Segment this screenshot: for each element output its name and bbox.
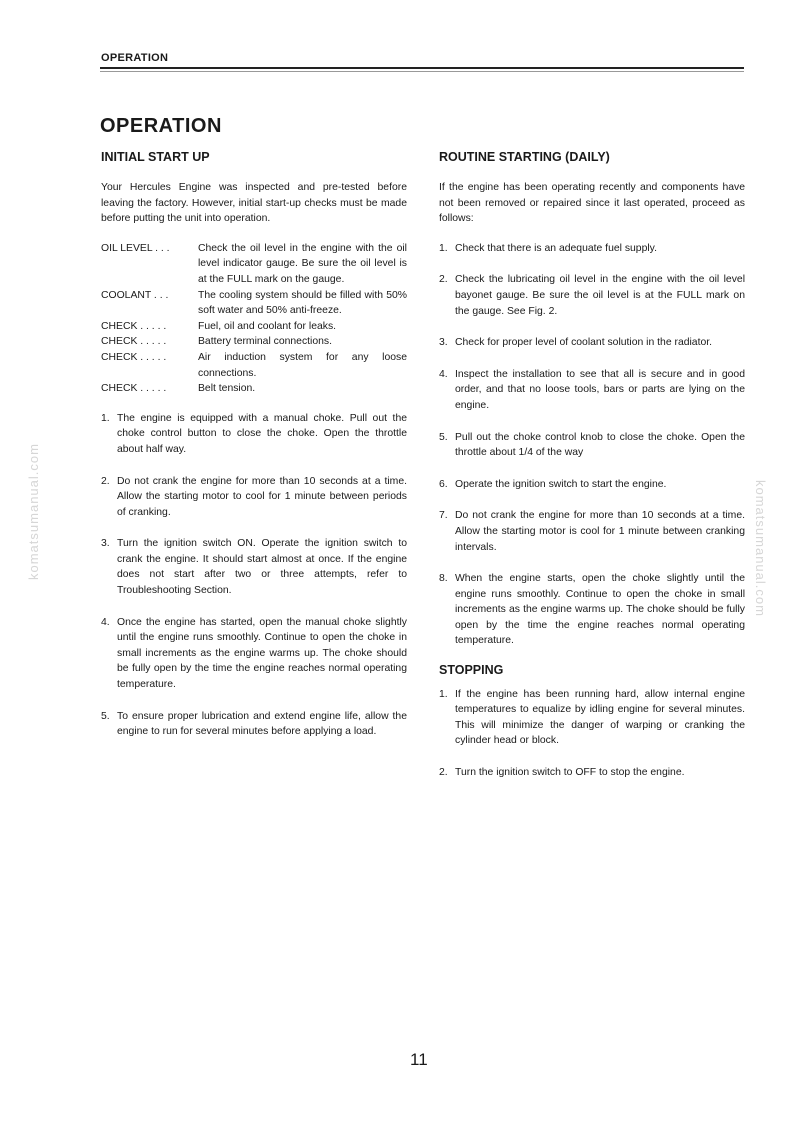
right-column [439, 150, 745, 797]
list-item [439, 571, 745, 649]
intro-paragraph: Your Hercules Engine was inspected and pre-tested before leaving the factory. However, initial start-up checks must be made before putting the unit into operation. [101, 182, 407, 225]
section-heading-initial-start-up: INITIAL START UP [101, 150, 210, 164]
step-text: Inspect the installation to see that all is secure and in good order, and that no loose tools, bars or parts are lying on the engine. [455, 368, 745, 411]
step-number: 4. [439, 368, 448, 380]
list-item [101, 536, 407, 598]
list-item [439, 765, 745, 781]
check-row [101, 241, 407, 288]
list-item [439, 241, 745, 257]
step-number: 2. [101, 475, 110, 487]
step-number: 7. [439, 510, 448, 522]
step-text: Pull out the choke control knob to close the choke. Open the throttle about 1/4 of the way [455, 431, 745, 459]
check-key: OIL LEVEL . . . [101, 242, 170, 254]
step-text: Do not crank the engine for more than 10 seconds at a time. Allow the starting motor to cool for 1 minute between periods of cranking. [117, 475, 407, 518]
step-text: Check for proper level of coolant solution in the radiator. [455, 337, 713, 349]
step-text: To ensure proper lubrication and extend engine life, allow the engine to run for several minutes before applying a load. [117, 710, 407, 738]
list-item [439, 335, 745, 351]
list-item [101, 411, 407, 458]
step-number: 3. [101, 538, 110, 550]
list-item [439, 430, 745, 461]
step-number: 1. [101, 412, 110, 424]
step-text: Turn the ignition switch ON. Operate the ignition switch to crank the engine. It should start almost at once. If the engine does not start after two or three attempts, refer to Troubleshooting Section. [117, 538, 407, 597]
check-row [101, 288, 407, 319]
check-key: COOLANT . . . [101, 289, 169, 301]
check-row [101, 350, 407, 381]
step-text: Do not crank the engine for more than 10 seconds at a time. Allow the starting motor is cool for 1 minute between cranking intervals. [455, 510, 745, 553]
check-value: Fuel, oil and coolant for leaks. [198, 320, 337, 332]
check-row [101, 334, 407, 350]
list-item [439, 508, 745, 555]
checks-list [101, 241, 407, 397]
list-item [101, 474, 407, 521]
check-key: CHECK . . . . . [101, 336, 167, 348]
step-text: Check the lubricating oil level in the engine with the oil level bayonet gauge. Be sure the oil level is at the FULL mark on the gauge. See Fig. 2. [455, 274, 745, 317]
list-item [439, 367, 745, 414]
list-item [439, 272, 745, 319]
page-title: OPERATION [100, 115, 222, 137]
list-item [439, 477, 745, 493]
step-number: 6. [439, 478, 448, 490]
check-value: Battery terminal connections. [198, 336, 332, 348]
check-value: Air induction system for any loose connections. [198, 351, 407, 379]
step-number: 8. [439, 573, 448, 585]
step-text: When the engine starts, open the choke slightly until the engine runs smoothly. Continue to open the choke in small increments as the engine warms up. The choke should be fully open by the time the engine reaches normal operating temperature. [455, 573, 745, 647]
watermark-right: komatsumanual.com [753, 480, 768, 617]
section-heading-routine-starting: ROUTINE STARTING (DAILY) [439, 150, 610, 164]
running-header: OPERATION [101, 52, 169, 64]
list-item [439, 687, 745, 749]
step-text: Operate the ignition switch to start the engine. [455, 478, 667, 490]
step-number: 5. [439, 431, 448, 443]
initial-start-steps [101, 411, 407, 740]
section-heading-stopping: STOPPING [439, 663, 504, 678]
step-number: 5. [101, 710, 110, 722]
step-text: If the engine has been running hard, allow internal engine temperatures to equalize by idling engine for several minutes. This will minimize the danger of warping or cranking the cylinder head or block. [455, 688, 745, 747]
list-item [101, 709, 407, 740]
check-key: CHECK . . . . . [101, 351, 167, 363]
page-number: 11 [410, 1050, 428, 1069]
header-rule [100, 67, 744, 69]
step-text: Check that there is an adequate fuel supply. [455, 242, 657, 254]
step-number: 4. [101, 616, 110, 628]
check-value: Check the oil level in the engine with the oil level indicator gauge. Be sure the oil level is at the FULL mark on the gauge. [198, 242, 407, 285]
header-rule-thin [100, 71, 744, 72]
routine-starting-steps [439, 241, 745, 649]
check-key: CHECK . . . . . [101, 320, 167, 332]
step-text: Once the engine has started, open the manual choke slightly until the engine runs smoothly. Continue to open the choke in small increments as the engine warms up. The choke should be fully open by the time the engine reaches normal operating temperature. [117, 616, 407, 691]
watermark-left: komatsumanual.com [26, 443, 41, 580]
step-text: The engine is equipped with a manual choke. Pull out the choke control button to close the choke. Open the throttle about half way. [117, 412, 407, 455]
check-key: CHECK . . . . . [101, 383, 167, 395]
step-number: 2. [439, 274, 448, 286]
step-number: 1. [439, 242, 448, 254]
left-column [101, 150, 407, 756]
step-number: 1. [439, 688, 448, 700]
intro-paragraph: If the engine has been operating recently and components have not been removed or repaired since it last operated, proceed as follows: [439, 182, 745, 225]
step-text: Turn the ignition switch to OFF to stop the engine. [455, 767, 685, 779]
step-number: 2. [439, 767, 448, 779]
list-item [101, 615, 407, 693]
check-row [101, 319, 407, 335]
stopping-steps [439, 687, 745, 781]
check-row [101, 381, 407, 397]
step-number: 3. [439, 337, 448, 349]
check-value: The cooling system should be filled with 50% soft water and 50% anti-freeze. [198, 289, 407, 317]
check-value: Belt tension. [198, 383, 256, 395]
